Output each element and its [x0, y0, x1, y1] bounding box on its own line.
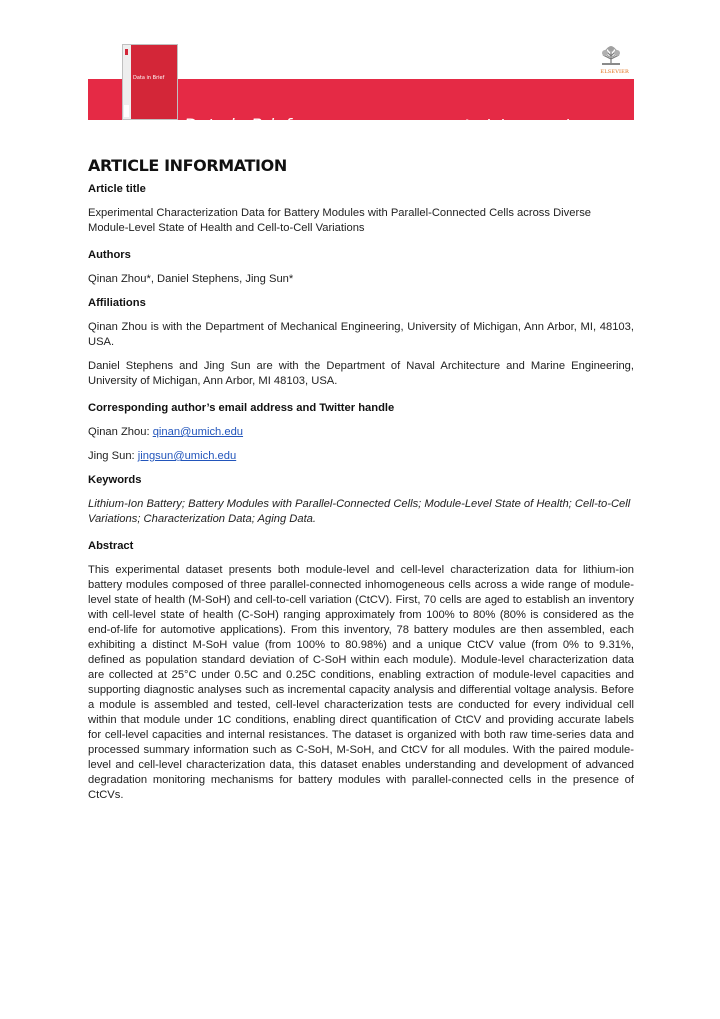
- template-label: Article template: [461, 117, 598, 137]
- article-information: [88, 156, 634, 803]
- article-title: Experimental Characterization Data for Battery Modules with Parallel-Connected Cells across Diverse Module-Level State of Health and Cell-to-Cell Variations: [88, 207, 592, 234]
- contact-2-name: Jing Sun:: [88, 450, 138, 462]
- journal-header: [88, 44, 634, 148]
- contact-line-1: [88, 425, 634, 440]
- journal-title: Data in Brief: [184, 116, 291, 136]
- publisher-name: ELSEVIER: [600, 69, 629, 75]
- keywords: Lithium-Ion Battery; Battery Modules with Parallel-Connected Cells; Module-Level State of Health; Cell-to-Cell Variations; Characterization Data; Aging Data.: [88, 498, 631, 525]
- keywords-label: Keywords: [88, 474, 142, 486]
- email-link-jingsun[interactable]: jingsun@umich.edu: [137, 450, 237, 462]
- section-heading: ARTICLE INFORMATION: [88, 156, 287, 175]
- abstract: This experimental dataset presents both module-level and cell-level characterization data for lithium-ion battery modules composed of three parallel-connected inhomogeneous cells across a wide range of module-level state of health (M-SoH) and cell-to-cell variation (CtCV). First, 70 cells are aged to establish an inventory with cell-level state of health (C-SoH) ranging approximately from 100% to 80% (80% is considered as the end-of-life for automotive applications). From this inventory, 78 battery modules are then assembled, each exhibiting a distinct M-SoH value (from 100% to 80.98%) and a unique CtCV value (from 0% to 9.31%, defined as population standard deviation of C-SoH within each module). Module-level characterization data are collected at 25°C under 0.5C and 0.25C conditions, enabling extraction of module-level capacities and supporting diagnostic analyses such as incremental capacity analysis and differential voltage analysis. Before a module is assembled and tested, cell-level characterization tests are conducted for every individual cell within that module under 1C conditions, enabling direct quantification of CtCV and providing accurate labels for cell-level capacities and internal resistances. The dataset is organized with both raw time-series data and processed summary information such as C-SoH, M-SoH, and CtCV for all modules. With the paired module-level and cell-level characterization data, this dataset enables understanding and development of advanced degradation monitoring mechanisms for battery modules with parallel-connected cells in the presence of CtCVs.: [88, 564, 634, 801]
- email-link-qinan[interactable]: qinan@umich.edu: [152, 426, 244, 438]
- affiliations-label: Affiliations: [88, 297, 146, 309]
- contact-1-name: Qinan Zhou:: [88, 426, 153, 438]
- authors-label: Authors: [88, 249, 131, 261]
- cover-text: Data in Brief: [133, 75, 165, 81]
- article-title-label: Article title: [88, 183, 146, 195]
- contact-line-2: [88, 449, 634, 464]
- affiliation-1: Qinan Zhou is with the Department of Mechanical Engineering, University of Michigan, Ann Arbor, MI, 48103, USA.: [88, 321, 634, 348]
- authors: Qinan Zhou*, Daniel Stephens, Jing Sun*: [88, 273, 294, 285]
- abstract-label: Abstract: [88, 540, 134, 552]
- journal-subtitle: Open access: [184, 137, 245, 148]
- affiliation-2: Daniel Stephens and Jing Sun are with the Department of Naval Architecture and Marine Engineering, University of Michigan, Ann Arbor, MI 48103, USA.: [88, 360, 634, 387]
- journal-cover-thumbnail: [122, 44, 178, 120]
- corresponding-author-label: Corresponding author’s email address and Twitter handle: [88, 402, 395, 414]
